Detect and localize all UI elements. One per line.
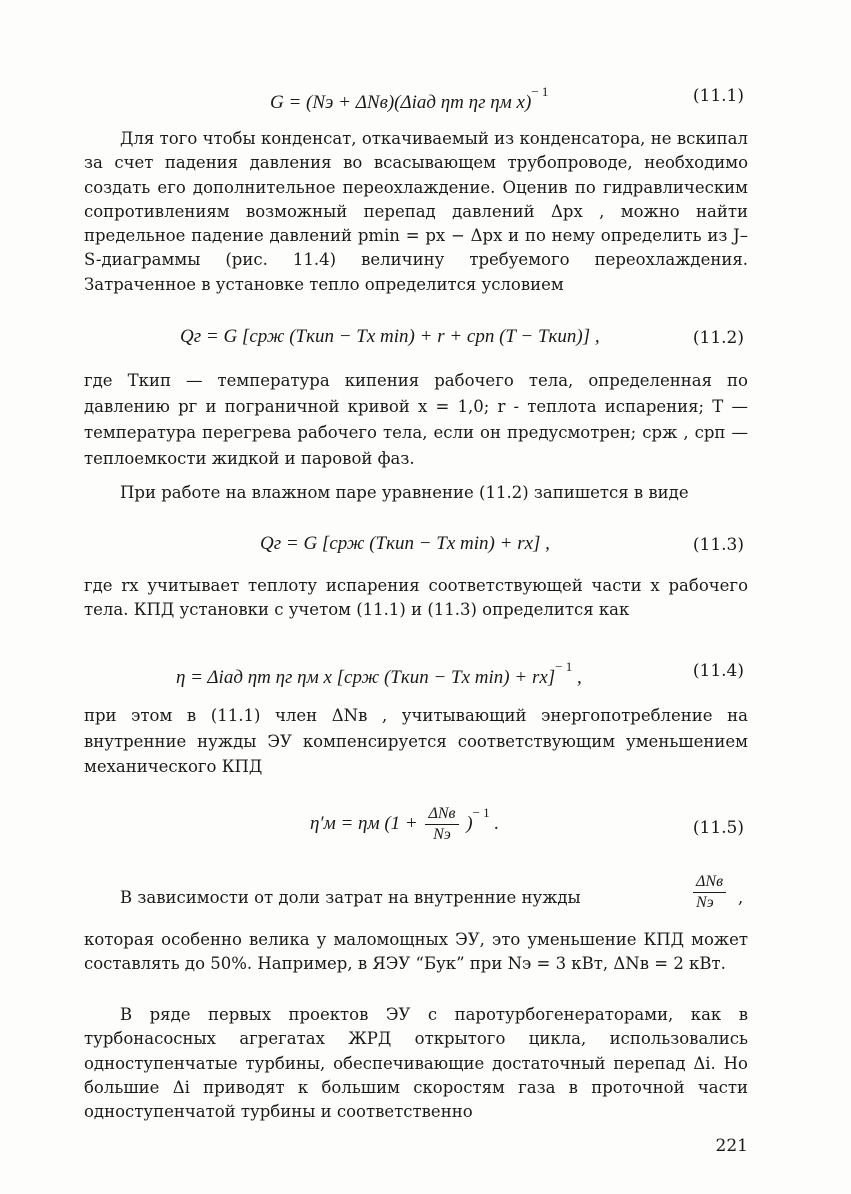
equation-11-4-tail: , (572, 667, 582, 688)
equation-11-5-rhs: ) (466, 812, 473, 834)
equation-11-3-expression: Qг = G [cрж (Tкип − Tx min) + rx] , (260, 533, 550, 554)
equation-number: (11.2) (692, 328, 744, 348)
paragraph-condensate: Для того чтобы конденсат, откачиваемый из конденсатора, не вскипал за счет падения давления во всасывающем трубопроводе, необходимо создать его дополнительное переохлаждение. Оценив по гидравлическим сопротивлениям возможный перепад давлений Δpx , можно найти предельное падение давлений pmin = px − Δpx и по нему определить из J–S-диаграммы (рис. 11.4) величину требуемого переохлаждения. Затраченное в установке тепло определится условием (84, 129, 748, 294)
equation-11-1-expression: G = (Nэ + ΔNв)(Δiад ηт ηг ηм x) (270, 92, 532, 113)
equation-number: (11.5) (692, 818, 744, 838)
equation-11-5-tail: . (489, 812, 500, 834)
equation-11-1-power: − 1 (531, 84, 549, 99)
inline-fraction (693, 872, 726, 913)
fraction-denominator: Nэ (696, 894, 714, 911)
equation-number: (11.3) (692, 535, 744, 555)
equation-11-5-fraction (425, 804, 458, 845)
paragraph-internal-needs-comma: , (738, 888, 744, 907)
paragraph-wet-steam: При работе на влажном паре уравнение (11.2) запишется в виде (120, 483, 689, 502)
paragraph-turbines: В ряде первых проектов ЭУ с паротурбогенераторами, как в турбонасосных агрегатах ЖРД открытого цикла, использовались одноступенчатые турбины, обеспечивающие достаточный перепад Δi. Но большие Δi приводят к большим скоростям газа в проточной части одноступенчатой турбины и соответственно (84, 1005, 748, 1122)
paragraph-mechanical-efficiency: при этом в (11.1) член ΔNв , учитывающий энергопотребление на внутренние нужды ЭУ компенсируется соответствующим уменьшением механического КПД (84, 706, 748, 776)
equation-11-5 (84, 796, 748, 856)
equation-number: (11.1) (692, 86, 744, 106)
equation-11-4-expression: η = Δiад ηт ηг ηм x [cрж (Tкип − Tx min) + rx] (176, 667, 556, 688)
equation-11-5-lhs: η′м = ηм (1 + (310, 812, 418, 834)
equation-11-4-power: − 1 (555, 659, 573, 674)
equation-11-1 (84, 84, 748, 114)
equation-number: (11.4) (692, 661, 744, 681)
fraction-numerator: ΔNв (693, 872, 726, 893)
fraction-denominator: Nэ (433, 826, 451, 843)
equation-11-4 (84, 659, 748, 689)
paragraph-definitions: где Tкип — температура кипения рабочего тела, определенная по давлению pг и пограничной кривой x = 1,0; r - теплота испарения; T — температура перегрева рабочего тела, если он предусмотрен; cрж , cрп — теплоемкости жидкой и паровой фаз. (84, 371, 748, 468)
fraction-numerator: ΔNв (425, 804, 458, 825)
paragraph-example: которая особенно велика у маломощных ЭУ, это уменьшение КПД может составлять до 50%. Например, в ЯЭУ “Бук” при Nэ = 3 кВт, ΔNв = 2 кВт. (84, 930, 748, 974)
paragraph-internal-needs (84, 872, 748, 920)
page-number: 221 (715, 1136, 748, 1156)
equation-11-5-power: − 1 (472, 804, 490, 820)
paragraph-efficiency: где rx учитывает теплоту испарения соответствующей части x рабочего тела. КПД установки с учетом (11.1) и (11.3) определится как (84, 576, 748, 620)
equation-11-2-expression: Qг = G [cрж (Tкип − Tx min) + r + cрп (T − Tкип)] , (180, 326, 600, 347)
paragraph-internal-needs-text: В зависимости от доли затрат на внутренние нужды (120, 888, 581, 907)
equation-11-3 (84, 533, 748, 563)
equation-11-2 (84, 326, 748, 356)
